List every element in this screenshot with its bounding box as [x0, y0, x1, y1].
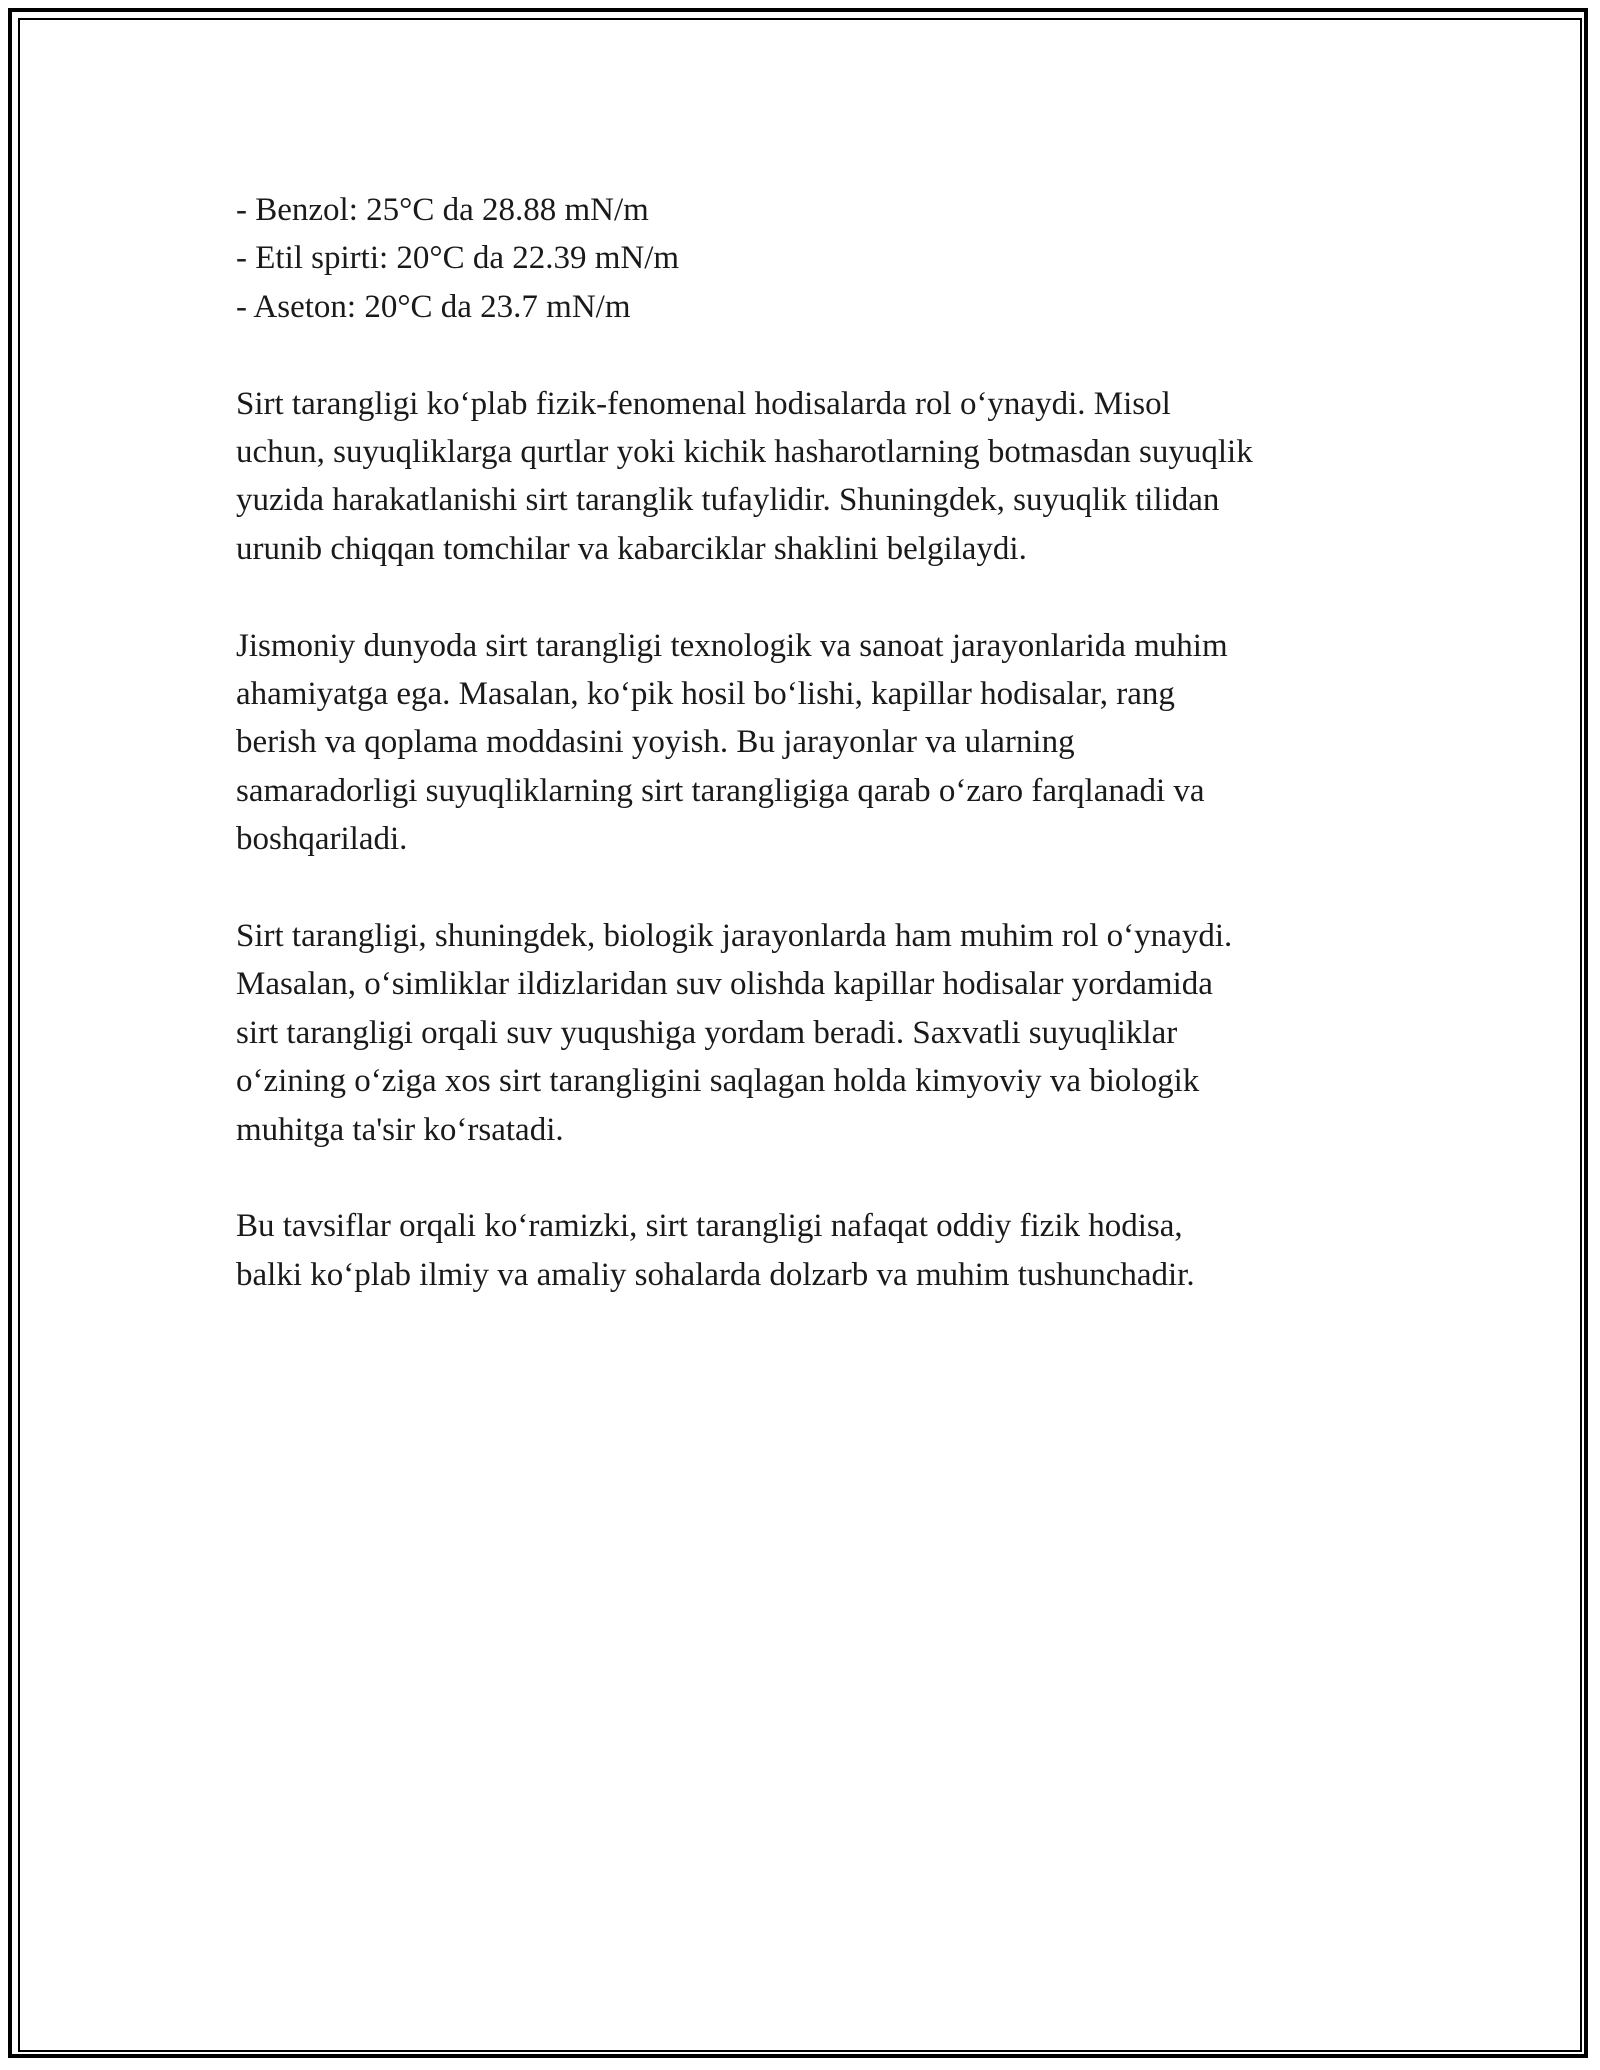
- surface-tension-list: [236, 186, 1396, 331]
- paragraph-line: samaradorligi suyuqliklarning sirt tarangligiga qarab o‘zaro farqlanadi va: [236, 772, 1205, 809]
- paragraph-line: o‘zining o‘ziga xos sirt tarangligini saqlagan holda kimyoviy va biologik: [236, 1063, 1200, 1100]
- paragraph-line: urunib chiqqan tomchilar va kabarciklar shaklini belgilaydi.: [236, 530, 1027, 567]
- paragraph-line: yuzida harakatlanishi sirt taranglik tufaylidir. Shuningdek, suyuqlik tilidan: [236, 482, 1220, 519]
- document-body: [236, 186, 1396, 1299]
- paragraph-line: Sirt tarangligi, shuningdek, biologik jarayonlarda ham muhim rol o‘ynaydi.: [236, 918, 1233, 955]
- paragraph-line: sirt tarangligi orqali suv yuqushiga yordam beradi. Saxvatli suyuqliklar: [236, 1014, 1178, 1051]
- paragraph-line: muhitga ta'sir ko‘rsatadi.: [236, 1111, 564, 1148]
- paragraph-industry: [236, 622, 1396, 864]
- paragraph-biology: [236, 912, 1396, 1154]
- paragraph-line: balki ko‘plab ilmiy va amaliy sohalarda dolzarb va muhim tushunchadir.: [236, 1256, 1195, 1293]
- paragraph-line: Masalan, o‘simliklar ildizlaridan suv olishda kapillar hodisalar yordamida: [236, 966, 1213, 1003]
- list-item-benzol: - Benzol: 25°C da 28.88 mN/m: [236, 192, 649, 228]
- paragraph-line: Jismoniy dunyoda sirt tarangligi texnologik va sanoat jarayonlarida muhim: [236, 627, 1228, 664]
- paragraph-line: Sirt tarangligi ko‘plab fizik-fenomenal hodisalarda rol o‘ynaydi. Misol: [236, 385, 1171, 422]
- list-item-aseton: - Aseton: 20°C da 23.7 mN/m: [236, 288, 631, 325]
- paragraph-line: berish va qoplama moddasini yoyish. Bu jarayonlar va ularning: [236, 724, 1075, 761]
- paragraph-line: ahamiyatga ega. Masalan, ko‘pik hosil bo‘lishi, kapillar hodisalar, rang: [236, 676, 1175, 713]
- paragraph-line: uchun, suyuqliklarga qurtlar yoki kichik hasharotlarning botmasdan suyuqlik: [236, 434, 1253, 471]
- paragraph-phenomena: [236, 380, 1396, 574]
- paragraph-line: boshqariladi.: [236, 821, 408, 858]
- paragraph-conclusion: [236, 1202, 1396, 1299]
- list-item-etil-spirti: - Etil spirti: 20°C da 22.39 mN/m: [236, 240, 680, 277]
- paragraph-line: Bu tavsiflar orqali ko‘ramizki, sirt tarangligi nafaqat oddiy fizik hodisa,: [236, 1208, 1183, 1245]
